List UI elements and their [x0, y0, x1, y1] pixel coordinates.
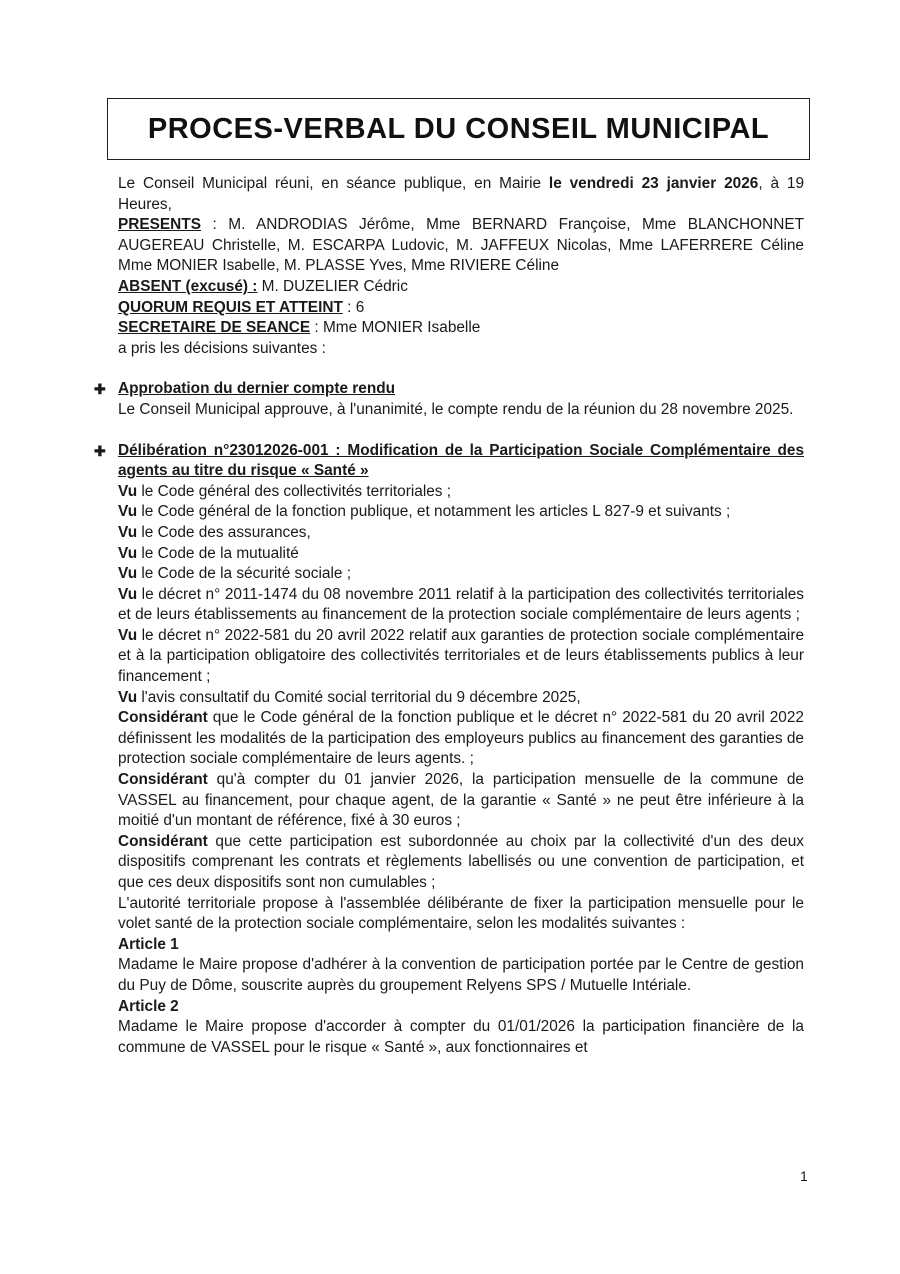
- vu-text: l'avis consultatif du Comité social territorial du 9 décembre 2025,: [137, 688, 581, 706]
- vu-item: [118, 523, 804, 544]
- vu-item: [118, 585, 804, 626]
- considerant-text: qu'à compter du 01 janvier 2026, la participation mensuelle de la commune de VASSEL au financement, pour chaque agent, de la garantie « Santé » ne peut être inférieure à la moitié d'un montant de référence, fixé à 30 euros ;: [118, 771, 804, 830]
- vu-word: Vu: [118, 565, 138, 583]
- secretaire-label: SECRETAIRE DE SEANCE: [118, 319, 311, 337]
- intro-paragraph: [118, 174, 804, 215]
- vu-word: Vu: [118, 523, 138, 541]
- meeting-date: le vendredi 23 janvier 2026: [548, 175, 759, 192]
- section2-title: Délibération n°23012026-001 : Modification de la Participation Sociale Complémentaire des agents au titre du risque « Santé »: [118, 441, 804, 480]
- secretaire-paragraph: [118, 318, 804, 339]
- considerant-word: Considérant: [118, 709, 208, 727]
- vu-word: Vu: [118, 503, 138, 521]
- quorum-label: QUORUM REQUIS ET ATTEINT: [118, 298, 343, 316]
- vu-text: le Code général des collectivités territoriales ;: [137, 482, 452, 500]
- document-body: [94, 174, 804, 1058]
- autorite-paragraph: L'autorité territoriale propose à l'assemblée délibérante de fixer la participation mensuelle pour le volet santé de la protection sociale complémentaire, selon les modalités suivantes :: [118, 894, 804, 933]
- quorum-value: : 6: [342, 298, 365, 316]
- article2-title: Article 2: [118, 997, 179, 1015]
- decisions-intro: a pris les décisions suivantes :: [118, 339, 326, 357]
- title-box: [107, 98, 810, 160]
- considerant-word: Considérant: [118, 832, 208, 850]
- vu-word: Vu: [118, 585, 138, 603]
- presents-list: : M. ANDRODIAS Jérôme, Mme BERNARD Françoise, Mme BLANCHONNET AUGEREAU Christelle, M. ESCARPA Ludovic, M. JAFFEUX Nicolas, Mme LAFERRERE Céline Mme MONIER Isabelle, M. PLASSE Yves, Mme RIVIERE Céline: [118, 216, 804, 275]
- vu-text: le décret n° 2011-1474 du 08 novembre 2011 relatif à la participation des collectivités territoriales et de leurs établissements au financement de la protection sociale complémentaire de leurs agents ;: [118, 585, 804, 624]
- vu-word: Vu: [118, 482, 138, 500]
- section2-heading: [94, 441, 804, 482]
- vu-text: le décret n° 2022-581 du 20 avril 2022 relatif aux garanties de protection sociale complémentaire et à la participation obligatoire des collectivités territoriales et de leurs établissements publics à leur financement ;: [118, 626, 804, 686]
- vu-text: le Code général de la fonction publique, et notamment les articles L 827-9 et suivants ;: [137, 503, 731, 521]
- vu-item: [118, 482, 804, 503]
- vu-item: [118, 502, 804, 523]
- considerant-word: Considérant: [118, 771, 208, 789]
- vu-text: le Code de la mutualité: [137, 544, 299, 562]
- article1-title: Article 1: [118, 935, 179, 953]
- article1-body: Madame le Maire propose d'adhérer à la convention de participation portée par le Centre de gestion du Puy de Dôme, souscrite auprès du groupement Relyens SPS / Mutuelle Intériale.: [118, 956, 804, 994]
- presents-paragraph: [118, 215, 804, 277]
- quorum-paragraph: [118, 298, 804, 319]
- absent-paragraph: [118, 277, 804, 298]
- absent-label: ABSENT (excusé) :: [118, 277, 258, 295]
- vu-word: Vu: [118, 688, 138, 706]
- vu-item: [118, 564, 804, 585]
- vu-text: le Code des assurances,: [137, 523, 311, 541]
- document-title: PROCES-VERBAL DU CONSEIL MUNICIPAL: [147, 112, 770, 145]
- vu-item: [118, 688, 804, 709]
- vu-text: le Code de la sécurité sociale ;: [137, 565, 351, 583]
- section1-heading: [94, 379, 804, 400]
- secretaire-name: : Mme MONIER Isabelle: [310, 319, 481, 337]
- considerant-text: que le Code général de la fonction publique et le décret n° 2022-581 du 20 avril 2022 définissent les modalités de la participation des employeurs publics au financement des garanties de protection sociale complémentaire de leurs agents. ;: [118, 709, 804, 768]
- section1-title: Approbation du dernier compte rendu: [118, 380, 396, 398]
- vu-word: Vu: [118, 626, 138, 644]
- considerant-item: [118, 770, 804, 832]
- considerant-text: que cette participation est subordonnée au choix par la collectivité d'un des deux dispositifs comprenant les contrats et règlements labellisés ou une convention de participation, et que ces deux dispositifs sont non cumulables ;: [118, 832, 804, 891]
- considerant-item: [118, 708, 804, 770]
- arrow-bullet-icon: ✚: [94, 442, 106, 459]
- section1-body: Le Conseil Municipal approuve, à l'unanimité, le compte rendu de la réunion du 28 novembre 2025.: [118, 400, 794, 418]
- vu-word: Vu: [118, 544, 138, 562]
- presents-label: PRESENTS: [118, 216, 201, 234]
- intro-text: Le Conseil Municipal réuni, en séance publique, en Mairie: [118, 175, 549, 192]
- intro-time: , à 19 Heures,: [118, 175, 804, 213]
- arrow-bullet-icon: ✚: [94, 381, 106, 398]
- article2-body: Madame le Maire propose d'accorder à compter du 01/01/2026 la participation financière de la commune de VASSEL pour le risque « Santé », aux fonctionnaires et: [118, 1018, 804, 1056]
- page-number: 1: [800, 1168, 808, 1184]
- absent-list: M. DUZELIER Cédric: [257, 277, 408, 295]
- vu-item: [118, 544, 804, 565]
- vu-item: [118, 626, 804, 688]
- considerant-item: [118, 832, 804, 894]
